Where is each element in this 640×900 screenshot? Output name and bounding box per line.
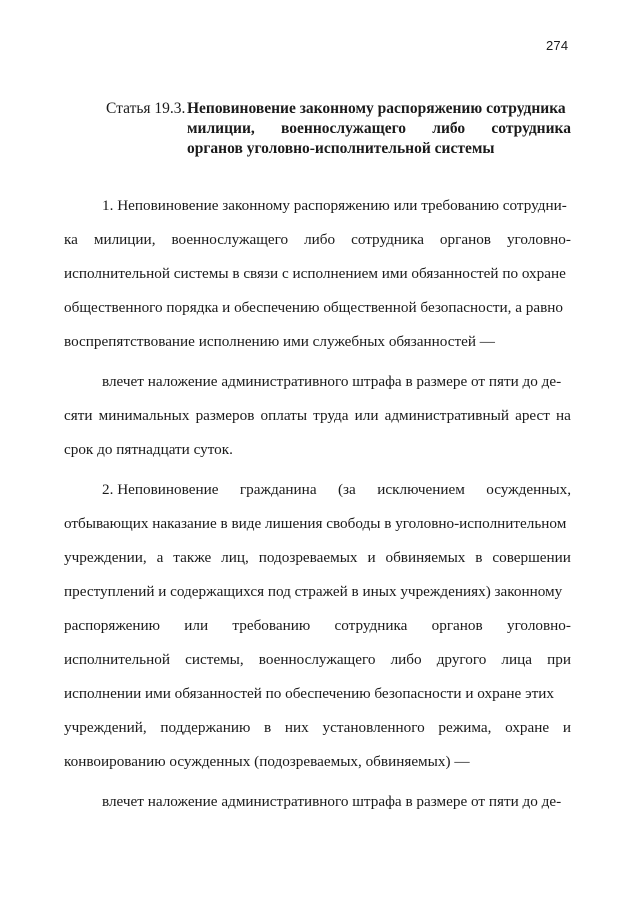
body-word: требованию: [232, 617, 311, 634]
body-word: органов: [439, 231, 491, 248]
body-word: лица: [501, 651, 532, 668]
body-word: или: [354, 407, 379, 424]
body-word: при: [547, 651, 571, 668]
body-word: исключением: [377, 481, 465, 498]
heading-text: органов уголовно-исполнительной системы: [187, 140, 495, 157]
body-word: минимальных: [98, 407, 190, 424]
body-line: общественного порядка и обеспечению общественной безопасности, а равно: [64, 299, 563, 316]
body-line: срок до пятнадцати суток.: [64, 441, 233, 458]
body-word: сяти: [64, 407, 93, 424]
body-line: [64, 406, 571, 426]
heading-word: военнослужащего: [281, 120, 407, 137]
page-number: 274: [546, 38, 569, 53]
body-line: преступлений и содержащихся под стражей в иных учреждениях) законному: [64, 583, 563, 600]
body-word: осужденных,: [486, 481, 571, 498]
body-word: уголовно-: [506, 231, 571, 248]
body-line: конвоированию осужденных (подозреваемых, обвиняемых) —: [64, 753, 470, 770]
body-word: уголовно-: [506, 617, 571, 634]
heading-word: сотрудника: [491, 120, 571, 137]
body-word: а: [156, 549, 164, 566]
body-word: распоряжению: [64, 617, 161, 634]
body-word: органов: [431, 617, 483, 634]
body-word: сотрудника: [351, 231, 424, 248]
body-word: охране: [505, 719, 550, 736]
body-line: [64, 650, 571, 670]
body-word: исполнительной: [64, 651, 170, 668]
body-word: них: [284, 719, 309, 736]
body-word: военнослужащего: [258, 651, 376, 668]
body-word: лиц,: [221, 549, 249, 566]
body-word: обвиняемых: [385, 549, 466, 566]
body-word: гражданина: [239, 481, 317, 498]
body-word: системы,: [185, 651, 244, 668]
body-word: другого: [436, 651, 487, 668]
body-word: 2. Неповиновение: [102, 481, 219, 498]
body-word: в: [264, 719, 272, 736]
body-line: влечет наложение административного штрафа в размере от пяти до де-: [102, 373, 562, 390]
body-word: учреждении,: [64, 549, 147, 566]
body-word: военнослужащего: [171, 231, 289, 248]
body-line: [64, 718, 571, 738]
body-word: или: [184, 617, 209, 634]
article-title: Неповиновение законному распоряжению сотрудника: [187, 100, 566, 117]
body-word: либо: [304, 231, 336, 248]
body-word: совершении: [492, 549, 571, 566]
body-word: оплаты: [260, 407, 308, 424]
body-word: милиции,: [93, 231, 156, 248]
body-line: 1. Неповиновение законному распоряжению или требованию сотрудни-: [102, 197, 567, 214]
body-word: на: [556, 407, 571, 424]
body-line: исполнении ими обязанностей по обеспечению безопасности и охране этих: [64, 685, 554, 702]
body-word: и: [367, 549, 376, 566]
body-word: установленного: [322, 719, 425, 736]
body-word: сотрудника: [334, 617, 408, 634]
body-line: отбывающих наказание в виде лишения свободы в уголовно-исполнительном: [64, 515, 567, 532]
body-word: (за: [338, 481, 356, 498]
body-word: в: [475, 549, 483, 566]
body-line: исполнительной системы в связи с исполнением ими обязанностей по охране: [64, 265, 566, 282]
body-word: учреждений,: [64, 719, 147, 736]
body-line: воспрепятствование исполнению ими служебных обязанностей —: [64, 333, 495, 350]
body-word: подозреваемых: [258, 549, 358, 566]
body-word: ка: [64, 231, 78, 248]
heading-word: милиции,: [187, 120, 255, 137]
body-word: труда: [313, 407, 349, 424]
body-word: также: [173, 549, 212, 566]
body-word: административный: [384, 407, 509, 424]
body-word: режима,: [438, 719, 492, 736]
body-line: [64, 616, 571, 636]
article-number: Статья 19.3.: [106, 100, 186, 117]
body-line: влечет наложение административного штрафа в размере от пяти до де-: [102, 793, 562, 810]
body-line: [102, 480, 571, 500]
heading-word: либо: [432, 120, 466, 137]
body-line: [64, 548, 571, 568]
body-word: и: [562, 719, 571, 736]
body-word: либо: [390, 651, 422, 668]
body-word: арест: [515, 407, 550, 424]
body-word: размеров: [195, 407, 255, 424]
body-word: поддержанию: [160, 719, 251, 736]
body-line: [64, 230, 571, 250]
